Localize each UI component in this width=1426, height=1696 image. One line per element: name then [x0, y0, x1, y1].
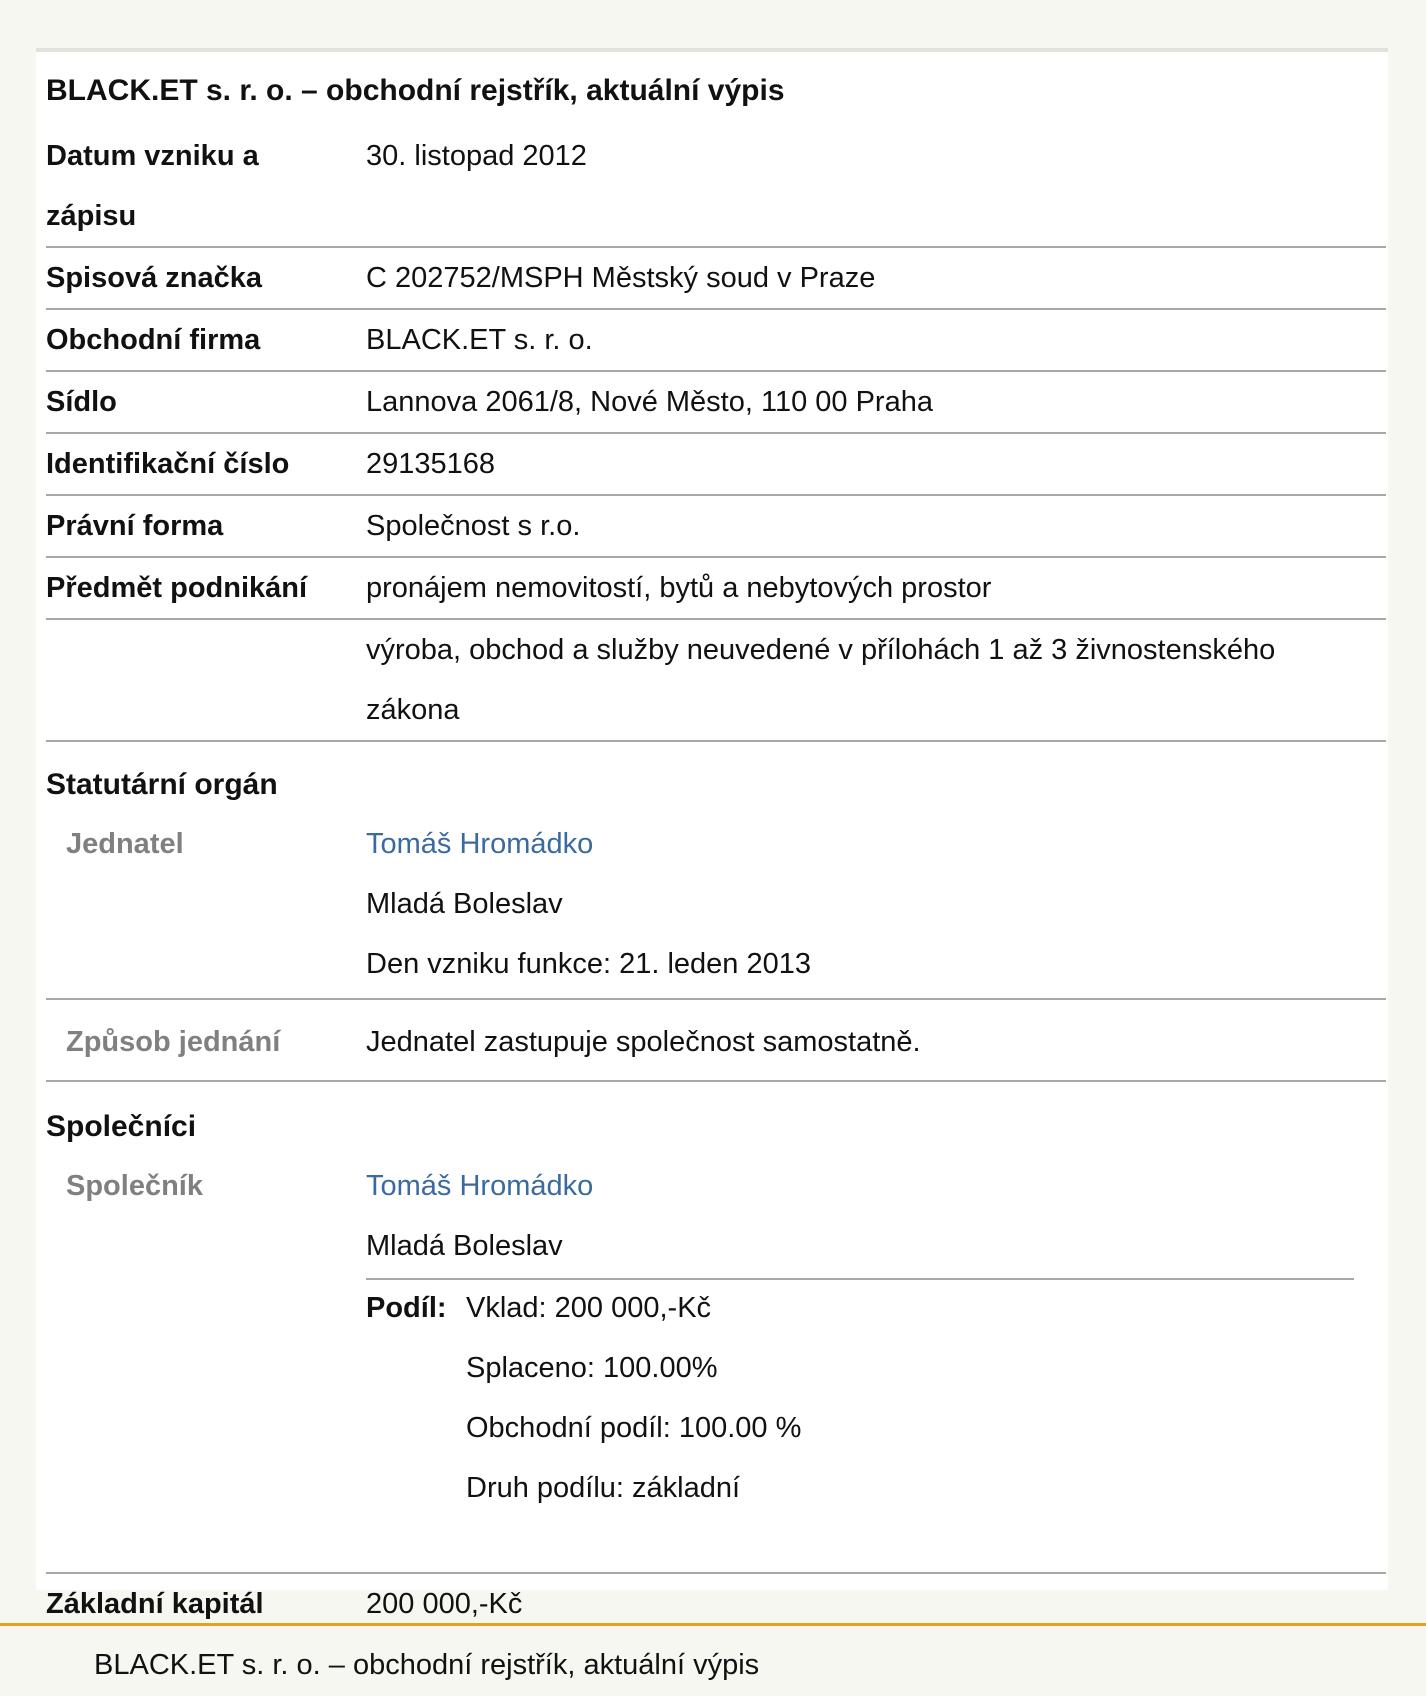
- row-sublabel: Způsob jednání: [66, 1026, 281, 1058]
- section-heading-statutarni: Statutární orgán: [46, 768, 278, 801]
- row-value: Společnost s r.o.: [366, 510, 581, 542]
- row-value: 30. listopad 2012: [366, 140, 587, 172]
- row-sidlo: [46, 372, 1386, 434]
- function-start-date: Den vzniku funkce: 21. leden 2013: [366, 948, 811, 980]
- share-paid: Splaceno: 100.00%: [466, 1352, 718, 1384]
- row-predmet-podnikani: [46, 558, 1386, 620]
- row-value: výroba, obchod a služby neuvedené v přílohách 1 až 3 živnostenského zákona: [366, 634, 1276, 726]
- share-label: Podíl:: [366, 1292, 447, 1324]
- footer-title: BLACK.ET s. r. o. – obchodní rejstřík, aktuální výpis: [94, 1649, 760, 1681]
- person-link[interactable]: Tomáš Hromádko: [366, 828, 594, 860]
- row-jednatel: [46, 800, 1386, 1000]
- row-datum-vzniku: [46, 126, 1386, 248]
- row-label: Identifikační číslo: [46, 448, 290, 480]
- row-label: Datum vzniku a zápisu: [46, 140, 259, 232]
- row-value: 29135168: [366, 448, 496, 480]
- share-percentage: Obchodní podíl: 100.00 %: [466, 1412, 802, 1444]
- person-city: Mladá Boleslav: [366, 888, 563, 920]
- person-link[interactable]: Tomáš Hromádko: [366, 1170, 594, 1202]
- row-identifikacni-cislo: [46, 434, 1386, 496]
- row-label: Sídlo: [46, 386, 117, 418]
- row-label: Spisová značka: [46, 262, 262, 294]
- row-value: C 202752/MSPH Městský soud v Praze: [366, 262, 876, 294]
- share-type: Druh podílu: základní: [466, 1472, 741, 1504]
- row-spisova-znacka: [46, 248, 1386, 310]
- row-label: Základní kapitál: [46, 1588, 264, 1620]
- section-heading-spolecnici: Společníci: [46, 1110, 197, 1143]
- row-label: Předmět podnikání: [46, 572, 308, 604]
- row-sublabel: Společník: [66, 1170, 203, 1202]
- row-sublabel: Jednatel: [66, 828, 184, 860]
- row-value: Jednatel zastupuje společnost samostatně.: [366, 1026, 921, 1058]
- row-zpusob-jednani: [46, 1000, 1386, 1082]
- person-city: Mladá Boleslav: [366, 1230, 563, 1262]
- row-value: BLACK.ET s. r. o.: [366, 324, 593, 356]
- row-predmet-podnikani-2: [46, 620, 1386, 742]
- row-value: Lannova 2061/8, Nové Město, 110 00 Praha: [366, 386, 933, 418]
- row-label: Právní forma: [46, 510, 224, 542]
- page-footer: [0, 1623, 1426, 1696]
- row-pravni-forma: [46, 496, 1386, 558]
- row-value: pronájem nemovitostí, bytů a nebytových prostor: [366, 572, 992, 604]
- row-spolecnik: [46, 1142, 1386, 1574]
- register-extract-card: [36, 48, 1388, 1620]
- share-deposit: Vklad: 200 000,-Kč: [466, 1292, 712, 1324]
- row-obchodni-firma: [46, 310, 1386, 372]
- row-value: 200 000,-Kč: [366, 1588, 523, 1620]
- page-title: BLACK.ET s. r. o. – obchodní rejstřík, aktuální výpis: [46, 74, 785, 107]
- row-label: Obchodní firma: [46, 324, 261, 356]
